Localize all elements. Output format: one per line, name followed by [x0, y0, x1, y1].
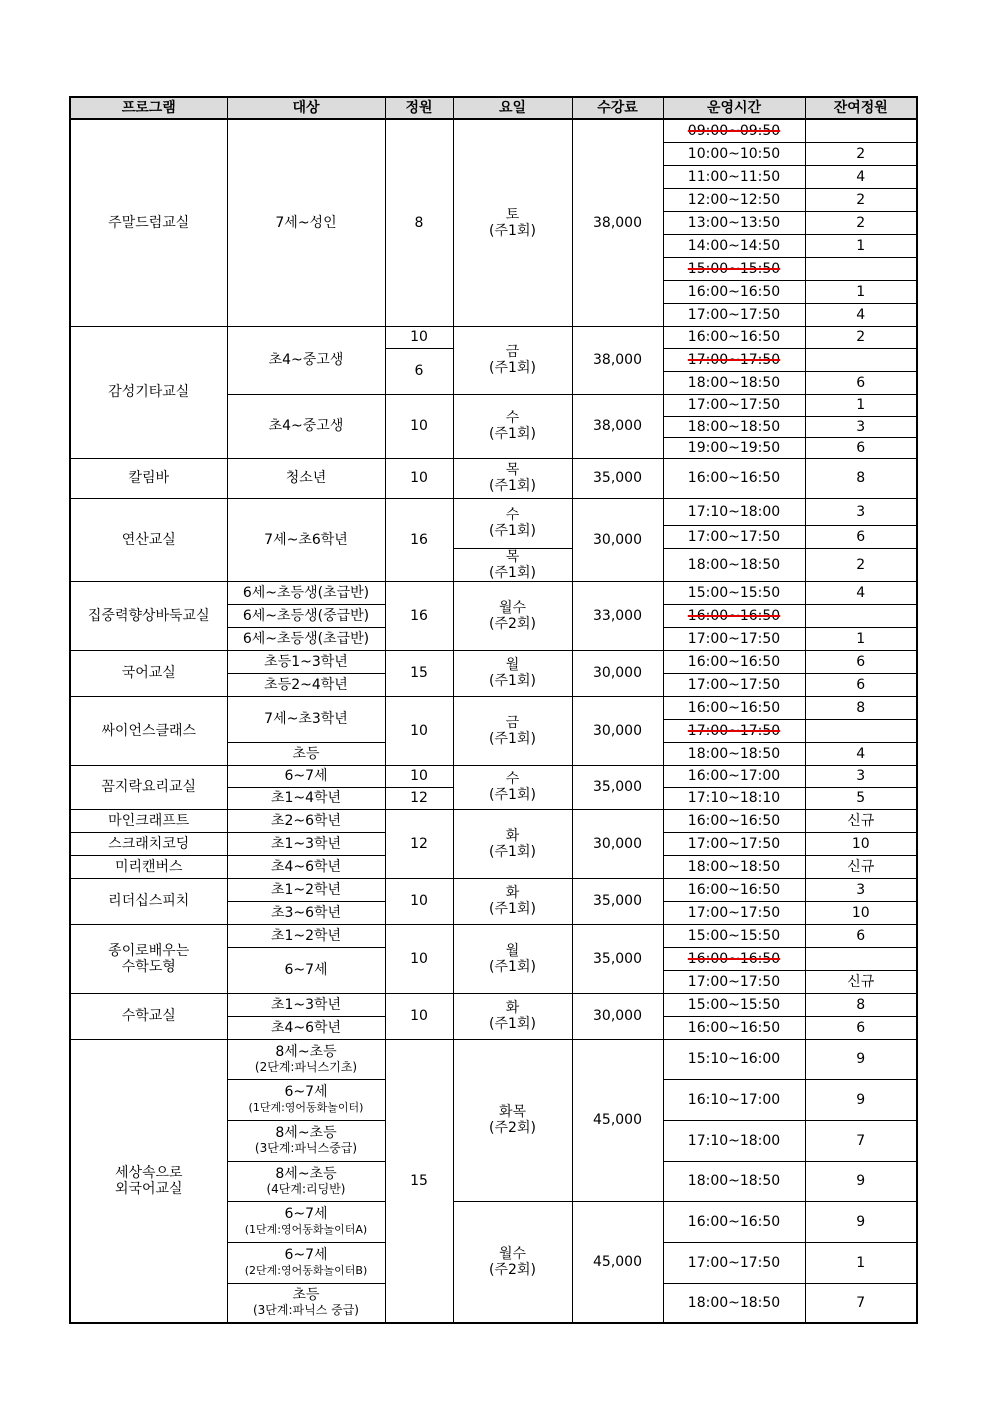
remaining-cell: 1: [805, 1242, 917, 1283]
day-cell: 토 (주1회): [453, 119, 572, 326]
target-cell: 초1~2학년: [227, 878, 385, 901]
day-cell: 수 (주1회): [453, 394, 572, 458]
schedule-table-wrapper: [69, 96, 916, 1324]
capacity-cell: 15: [385, 1039, 453, 1323]
time-cell: 18:00~18:50: [663, 742, 805, 765]
program-name: 국어교실: [70, 650, 227, 696]
time-cell: 17:00~17:50: [663, 673, 805, 696]
target-cell: 초1~2학년: [227, 924, 385, 947]
program-name: 싸이언스클래스: [70, 696, 227, 765]
fee-cell: 35,000: [572, 765, 663, 809]
program-schedule-table: [69, 96, 918, 1324]
target-cell: 초4~중고생: [227, 394, 385, 458]
time-cell: 17:00~17:50: [663, 1242, 805, 1283]
time-cell: 16:00~16:50: [663, 280, 805, 303]
remaining-cell: 6: [805, 673, 917, 696]
remaining-cell: 8: [805, 696, 917, 719]
remaining-cell: 6: [805, 437, 917, 458]
remaining-cell: 6: [805, 924, 917, 947]
table-row: [70, 696, 917, 719]
time-cell: 17:00~17:50: [663, 394, 805, 416]
target-age: 8세~초등: [275, 1125, 337, 1141]
target-age: 초등: [292, 1287, 320, 1304]
remaining-cell: 10: [805, 901, 917, 924]
table-row: [70, 878, 917, 901]
target-cell: 6~7세: [227, 765, 385, 787]
remaining-cell: [805, 604, 917, 627]
time-cell: 16:00~16:50: [663, 696, 805, 719]
header-remaining: 잔여정원: [805, 97, 917, 119]
program-name: 수학교실: [70, 993, 227, 1039]
remaining-cell: 6: [805, 1016, 917, 1039]
capacity-cell: 10: [385, 878, 453, 924]
remaining-cell: 3: [805, 878, 917, 901]
remaining-cell: 8: [805, 993, 917, 1016]
time-cell: 17:10~18:00: [663, 498, 805, 525]
time-cell-closed: 15:00~15:50: [663, 257, 805, 280]
capacity-cell: 10: [385, 326, 453, 348]
fee-cell: 30,000: [572, 993, 663, 1039]
fee-cell: 45,000: [572, 1201, 663, 1323]
fee-cell: 45,000: [572, 1039, 663, 1201]
target-level: (2단계:파닉스기초): [254, 1059, 358, 1074]
target-level: (3단계:파닉스 중급): [252, 1303, 359, 1318]
capacity-cell: 8: [385, 119, 453, 326]
target-cell: 초2~6학년: [227, 809, 385, 832]
time-cell: 17:00~17:50: [663, 303, 805, 326]
fee-cell: 38,000: [572, 326, 663, 394]
target-cell: [227, 1120, 385, 1161]
program-name: 리더십스피치: [70, 878, 227, 924]
time-cell: 16:00~16:50: [663, 650, 805, 673]
target-level: (4단계:리딩반): [266, 1181, 346, 1196]
remaining-cell: 4: [805, 165, 917, 188]
time-cell: 17:10~18:10: [663, 787, 805, 809]
target-cell: 초3~6학년: [227, 901, 385, 924]
table-row: [70, 809, 917, 832]
time-cell: 15:00~15:50: [663, 581, 805, 604]
table-row: [70, 498, 917, 525]
target-level: (1단계:영어동화놀이터): [248, 1101, 364, 1114]
target-cell: 청소년: [227, 458, 385, 498]
table-row: [70, 993, 917, 1016]
time-cell: 16:00~16:50: [663, 809, 805, 832]
time-cell: 15:00~15:50: [663, 993, 805, 1016]
time-cell: 18:00~18:50: [663, 416, 805, 437]
program-name: 감성기타교실: [70, 326, 227, 458]
program-name: 주말드럼교실: [70, 119, 227, 326]
remaining-cell: 1: [805, 280, 917, 303]
time-cell-closed: 16:00~16:50: [663, 604, 805, 627]
remaining-cell: 6: [805, 525, 917, 548]
time-cell: 17:00~17:50: [663, 901, 805, 924]
time-cell-closed: 17:00~17:50: [663, 348, 805, 371]
capacity-cell: 10: [385, 394, 453, 458]
target-cell: 초4~6학년: [227, 855, 385, 878]
time-cell: 17:10~18:00: [663, 1120, 805, 1161]
program-name: 칼림바: [70, 458, 227, 498]
target-age: 6~7세: [284, 1084, 328, 1100]
day-cell: 화 (주1회): [453, 993, 572, 1039]
table-row: [70, 581, 917, 604]
target-level: (3단계:파닉스중급): [254, 1141, 358, 1155]
program-name: 마인크래프트: [70, 809, 227, 832]
remaining-cell: 4: [805, 581, 917, 604]
target-cell: 6세~초등생(초급반): [227, 627, 385, 650]
time-cell: 16:00~16:50: [663, 326, 805, 348]
day-cell: 금 (주1회): [453, 326, 572, 394]
capacity-cell: 10: [385, 993, 453, 1039]
target-cell: 초등2~4학년: [227, 673, 385, 696]
time-cell: 16:00~16:50: [663, 1201, 805, 1242]
capacity-cell: 12: [385, 787, 453, 809]
target-cell: 7세~초6학년: [227, 498, 385, 581]
time-cell-closed: 17:00~17:50: [663, 719, 805, 742]
target-level: (2단계:영어동화놀이터B): [244, 1264, 368, 1277]
program-name: 스크래치코딩: [70, 832, 227, 855]
target-cell: [227, 1079, 385, 1120]
remaining-cell: 1: [805, 394, 917, 416]
day-cell: 금 (주1회): [453, 696, 572, 765]
program-name: 집중력향상바둑교실: [70, 581, 227, 650]
remaining-cell: 9: [805, 1079, 917, 1120]
target-age: 8세~초등: [275, 1043, 337, 1060]
fee-cell: 38,000: [572, 119, 663, 326]
target-cell: 초1~3학년: [227, 993, 385, 1016]
capacity-cell: 6: [385, 348, 453, 394]
remaining-cell: 신규: [805, 970, 917, 993]
time-cell: 16:00~17:00: [663, 765, 805, 787]
remaining-cell: 6: [805, 650, 917, 673]
table-row: [70, 650, 917, 673]
fee-cell: 30,000: [572, 696, 663, 765]
capacity-cell: 10: [385, 924, 453, 993]
target-cell: [227, 1039, 385, 1079]
remaining-cell: 1: [805, 627, 917, 650]
target-cell: 7세~초3학년: [227, 696, 385, 742]
remaining-cell: 9: [805, 1201, 917, 1242]
time-cell: 17:00~17:50: [663, 832, 805, 855]
remaining-cell: 2: [805, 548, 917, 581]
time-cell: 17:00~17:50: [663, 627, 805, 650]
program-name: 미리캔버스: [70, 855, 227, 878]
remaining-cell: 2: [805, 211, 917, 234]
capacity-cell: 15: [385, 650, 453, 696]
time-cell: 16:00~16:50: [663, 458, 805, 498]
remaining-cell: 8: [805, 458, 917, 498]
target-cell: 초1~4학년: [227, 787, 385, 809]
target-cell: [227, 1242, 385, 1283]
day-cell: 월수 (주2회): [453, 1201, 572, 1323]
target-cell: 초등: [227, 742, 385, 765]
time-cell: 17:00~17:50: [663, 970, 805, 993]
time-cell: 13:00~13:50: [663, 211, 805, 234]
remaining-cell: 4: [805, 303, 917, 326]
target-cell: [227, 1283, 385, 1323]
capacity-cell: 10: [385, 696, 453, 765]
remaining-cell: 6: [805, 371, 917, 394]
day-cell: 목 (주1회): [453, 548, 572, 581]
capacity-cell: 10: [385, 458, 453, 498]
target-cell: [227, 1161, 385, 1201]
table-row: [70, 1039, 917, 1079]
remaining-cell: 1: [805, 234, 917, 257]
capacity-cell: 10: [385, 765, 453, 787]
target-cell: 6세~초등생(초급반): [227, 581, 385, 604]
remaining-cell: [805, 257, 917, 280]
target-level: (1단계:영어동화놀이터A): [244, 1223, 368, 1236]
time-cell: 15:00~15:50: [663, 924, 805, 947]
target-cell: 초1~3학년: [227, 832, 385, 855]
header-hours: 운영시간: [663, 97, 805, 119]
time-cell: 14:00~14:50: [663, 234, 805, 257]
fee-cell: 30,000: [572, 650, 663, 696]
header-row: [70, 97, 917, 119]
time-cell: 19:00~19:50: [663, 437, 805, 458]
day-cell: 목 (주1회): [453, 458, 572, 498]
target-age: 8세~초등: [275, 1165, 337, 1182]
remaining-cell: [805, 119, 917, 142]
capacity-cell: 16: [385, 498, 453, 581]
time-cell: 18:00~18:50: [663, 1161, 805, 1201]
time-cell: 15:10~16:00: [663, 1039, 805, 1079]
time-cell: 18:00~18:50: [663, 1283, 805, 1323]
fee-cell: 30,000: [572, 809, 663, 878]
remaining-cell: 5: [805, 787, 917, 809]
fee-cell: 38,000: [572, 394, 663, 458]
time-cell: 16:10~17:00: [663, 1079, 805, 1120]
target-cell: 7세~성인: [227, 119, 385, 326]
target-cell: 6~7세: [227, 947, 385, 993]
program-name: 세상속으로 외국어교실: [70, 1039, 227, 1323]
table-row: [70, 458, 917, 498]
time-cell: 18:00~18:50: [663, 855, 805, 878]
remaining-cell: 신규: [805, 809, 917, 832]
fee-cell: 35,000: [572, 878, 663, 924]
day-cell: 화목 (주2회): [453, 1039, 572, 1201]
time-cell: 11:00~11:50: [663, 165, 805, 188]
capacity-cell: 16: [385, 581, 453, 650]
remaining-cell: 3: [805, 765, 917, 787]
target-cell: 6세~초등생(중급반): [227, 604, 385, 627]
day-cell: 화 (주1회): [453, 878, 572, 924]
day-cell: 월수 (주2회): [453, 581, 572, 650]
target-cell: 초4~6학년: [227, 1016, 385, 1039]
target-age: 6~7세: [284, 1206, 328, 1222]
time-cell: 18:00~18:50: [663, 548, 805, 581]
remaining-cell: [805, 947, 917, 970]
remaining-cell: [805, 348, 917, 371]
day-cell: 월 (주1회): [453, 924, 572, 993]
remaining-cell: 9: [805, 1161, 917, 1201]
header-target: 대상: [227, 97, 385, 119]
time-cell: 16:00~16:50: [663, 878, 805, 901]
remaining-cell: 7: [805, 1283, 917, 1323]
header-day: 요일: [453, 97, 572, 119]
target-cell: [227, 1201, 385, 1242]
remaining-cell: 신규: [805, 855, 917, 878]
program-name: 연산교실: [70, 498, 227, 581]
remaining-cell: 9: [805, 1039, 917, 1079]
fee-cell: 33,000: [572, 581, 663, 650]
day-cell: 수 (주1회): [453, 498, 572, 548]
fee-cell: 35,000: [572, 924, 663, 993]
time-cell: 12:00~12:50: [663, 188, 805, 211]
remaining-cell: 2: [805, 326, 917, 348]
time-cell: 16:00~16:50: [663, 1016, 805, 1039]
fee-cell: 35,000: [572, 458, 663, 498]
time-cell: 10:00~10:50: [663, 142, 805, 165]
table-row: [70, 119, 917, 142]
table-row: [70, 326, 917, 348]
remaining-cell: 2: [805, 188, 917, 211]
header-capacity: 정원: [385, 97, 453, 119]
program-name: 꼼지락요리교실: [70, 765, 227, 809]
time-cell: 18:00~18:50: [663, 371, 805, 394]
remaining-cell: 3: [805, 416, 917, 437]
remaining-cell: 2: [805, 142, 917, 165]
table-row: [70, 765, 917, 787]
time-cell: 17:00~17:50: [663, 525, 805, 548]
time-cell-closed: 16:00~16:50: [663, 947, 805, 970]
day-cell: 화 (주1회): [453, 809, 572, 878]
remaining-cell: 7: [805, 1120, 917, 1161]
remaining-cell: [805, 719, 917, 742]
table-row: [70, 924, 917, 947]
header-program: 프로그램: [70, 97, 227, 119]
time-cell-closed: 09:00~09:50: [663, 119, 805, 142]
remaining-cell: 4: [805, 742, 917, 765]
target-age: 6~7세: [284, 1247, 328, 1263]
target-cell: 초등1~3학년: [227, 650, 385, 673]
day-cell: 수 (주1회): [453, 765, 572, 809]
program-name: 종이로배우는 수학도형: [70, 924, 227, 993]
capacity-cell: 12: [385, 809, 453, 878]
remaining-cell: 3: [805, 498, 917, 525]
header-fee: 수강료: [572, 97, 663, 119]
target-cell: 초4~중고생: [227, 326, 385, 394]
fee-cell: 30,000: [572, 498, 663, 581]
remaining-cell: 10: [805, 832, 917, 855]
day-cell: 월 (주1회): [453, 650, 572, 696]
